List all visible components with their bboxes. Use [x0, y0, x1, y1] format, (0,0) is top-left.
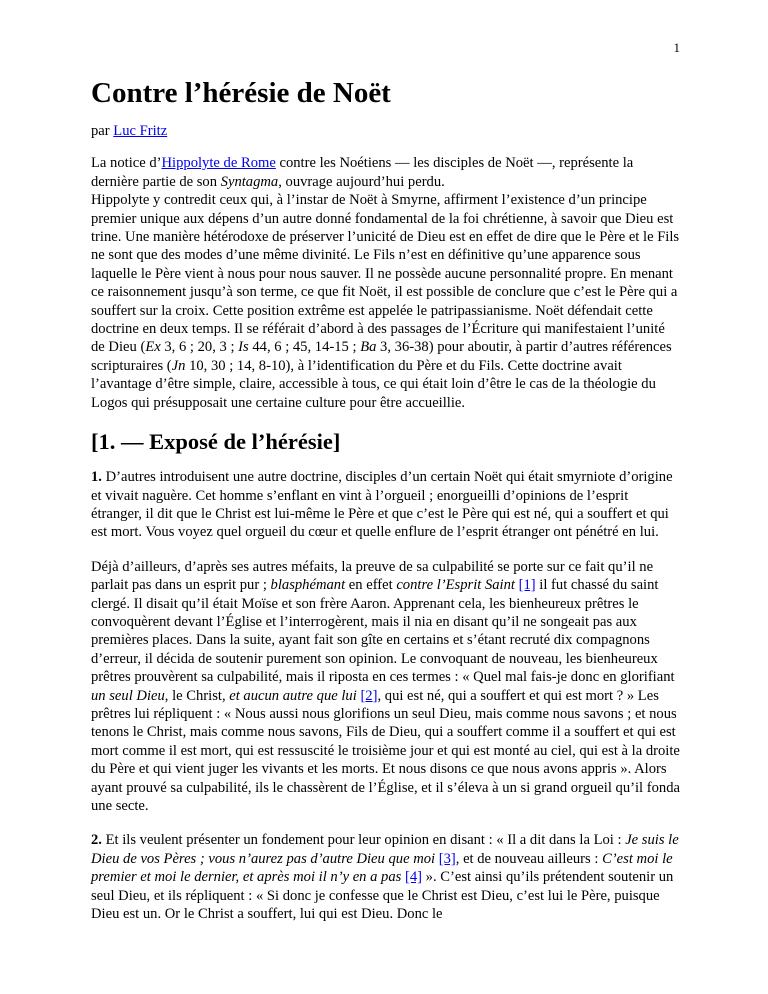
footnote-link-4[interactable]: [4] — [405, 869, 423, 886]
para3-italic-2: C’est moi le premier et moi le dernier, et après moi il n’y en a pas — [91, 850, 673, 886]
intro-p2-c: 44, 6 ; 45, 14-15 ; — [248, 339, 361, 356]
page-number: 1 — [673, 40, 680, 55]
intro-p1-b: contre les Noétiens — les disciples de Noët —, représente la dernière partie de son — [91, 155, 634, 190]
section-paragraph-3 — [91, 831, 681, 923]
intro-p2-a: Hippolyte y contredit ceux qui, à l’instar de Noët à Smyrne, affirment l’existence d’un principe premier unique aux dépens d’un autre donné fondamental de la foi chrétienne, à savoir que Dieu est trine. Une manière hétérodoxe de préserver l’unicité de Dieu est en effet de dire que le Père et le Fils ne sont que des modes d’une même divinité. Le Fils n’est en définitive qu’une apparence sous laquelle le Père vient à nous pour nous sauver. Il ne possède aucune personnalité propre. En menant ce raisonnement jusqu’à son terme, ce que fit Noët, il est possible de conclure que c’est le Père qui a souffert sur la croix. Cette position extrême est appelée le patripassianisme. Noët défendait cette doctrine en deux temps. Il se référait d’abord à des passages de l’Écriture qui manifestaient l’unité de Dieu ( — [91, 192, 680, 356]
para3-e: ». C’est ainsi qu’ils prétendent soutenir un seul Dieu, et ils répliquent : « Si donc je confesse que le Christ est Dieu, c’est lui le Père, puisque Dieu est un. Or le Christ a souffert, lui qui est Dieu. Donc le — [91, 869, 674, 923]
byline — [91, 122, 681, 140]
intro-p2-d: 3, 36-38) pour aboutir, à partir d’autres références scripturaires ( — [91, 339, 672, 374]
intro-p1-a: La notice d’ — [91, 155, 162, 172]
para2-italic-4: et aucun autre que lui — [229, 687, 357, 704]
footnote-link-1[interactable]: [1] — [518, 577, 536, 594]
intro-p2-b: 3, 6 ; 20, 3 ; — [160, 339, 239, 356]
para2-e: , le Christ, — [164, 687, 230, 704]
footnote-link-2[interactable]: [2] — [360, 687, 378, 704]
para2-g: , qui est né, qui a souffert et qui est mort ? » Les prêtres lui répliquent : « Nous aussi nous glorifions un seul Dieu, mais comme nous savons ; et nous tenons le Christ, mais comme nous savons, Fils de Dieu, qui a souffert comme il a souffert et qui est mort comme il est mort, qui est ressuscité le troisième jour et qui est monté au ciel, qui est à la droite du Père et qui vient juger les vivants et les morts. Et nous disons ce que nous avons appris ». Alors ayant prouvé sa culpabilité, ils le chassèrent de l’Église, et il s’éleva à un si grand orgueil qu’il fonda une secte. — [91, 687, 680, 814]
hippolyte-link[interactable]: Hippolyte de Rome — [161, 155, 276, 172]
ref-ex: Ex — [145, 339, 161, 356]
para3-a: Et ils veulent présenter un fondement pour leur opinion en disant : « Il a dit dans la Loi : — [101, 832, 626, 849]
byline-prefix: par — [91, 123, 114, 139]
paragraph-1-text: D’autres introduisent une autre doctrine, disciples d’un certain Noët qui était smyrniote d’origine et vivait naguère. Cet homme s’enflant en vint à l’orgueil ; enorgueilli d’opinions de l’esprit étranger, il dit que le Christ est lui-même le Père et que c’est le Père qui est né, qui a souffert et qui est mort. Vous voyez quel orgueil du cœur et quelle enflure de l’esprit étranger ont pénétré en lui. — [91, 469, 673, 541]
para2-italic-1: blasphémant — [270, 577, 346, 594]
author-link[interactable]: Luc Fritz — [113, 123, 168, 139]
para3-italic-1: Je suis le Dieu de vos Pères ; vous n’aurez pas d’autre Dieu que moi — [91, 832, 679, 867]
paragraph-number-1: 1. — [91, 469, 102, 486]
page-title: Contre l’hérésie de Noët — [91, 77, 391, 109]
section-paragraph-1 — [91, 468, 681, 542]
section-paragraph-2 — [91, 558, 681, 816]
ref-jn: Jn — [171, 357, 186, 374]
ref-ba: Ba — [360, 339, 377, 356]
section-heading: [1. — Exposé de l’hérésie] — [91, 429, 341, 455]
para2-italic-2: contre l’Esprit Saint — [396, 577, 515, 594]
para2-b: en effet — [345, 577, 397, 594]
intro-p1-c: , ouvrage aujourd’hui perdu. — [278, 173, 445, 190]
intro-paragraph-2 — [91, 191, 681, 412]
para2-italic-3: un seul Dieu — [91, 687, 165, 704]
intro-paragraph-1 — [91, 154, 681, 191]
syntagma-italic: Syntagma — [220, 173, 279, 190]
ref-is: Is — [238, 339, 249, 356]
intro-p2-e: 10, 30 ; 14, 8-10), à l’identification du Père et du Fils. Cette doctrine avait l’avantage d’être simple, claire, accessible à tous, ce qui était loin d’être le cas de la théologie du Logos qui présupposait une certaine culture pour être accueillie. — [91, 357, 656, 411]
footnote-link-3[interactable]: [3] — [438, 850, 456, 867]
document-body — [91, 76, 681, 939]
para3-c: , et de nouveau ailleurs : — [455, 850, 603, 867]
paragraph-number-2: 2. — [91, 832, 102, 849]
para2-d: il fut chassé du saint clergé. Il disait qu’il était Moïse et son frère Aaron. Apprenant cela, les bienheureux prêtres le convoquèrent devant l’Église et l’interrogèrent, mais il nia en disant qu’il ne songeait pas aux premières places. Dans la suite, ayant fait son gîte en certains et s’étant recruté dix compagnons d’erreur, il décida de soutenir purement son opinion. Le convoquant de nouveau, les bienheureux prêtres prouvèrent sa culpabilité, mais il riposta en ces termes : « Quel mal fais-je donc en glorifiant — [91, 577, 675, 686]
para2-a: Déjà d’ailleurs, d’après ses autres méfaits, la preuve de sa culpabilité se porte sur ce fait qu’il ne parlait pas dans un esprit pur ; — [91, 558, 654, 594]
